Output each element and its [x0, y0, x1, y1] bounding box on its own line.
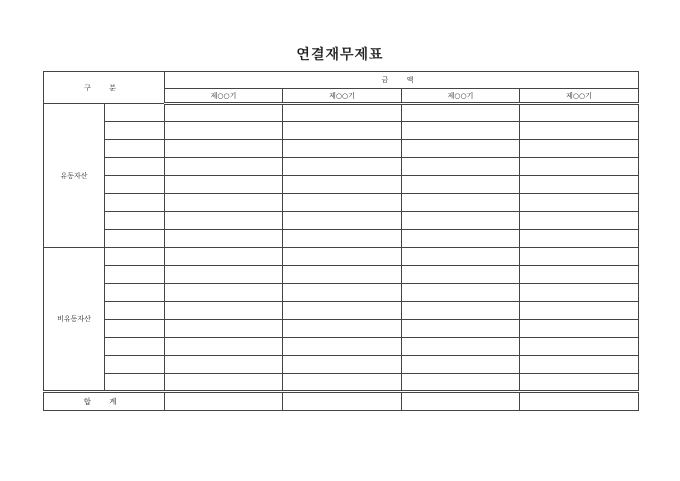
amount-cell[interactable]: [520, 338, 639, 356]
amount-cell[interactable]: [283, 230, 402, 248]
item-cell[interactable]: [105, 212, 165, 230]
item-cell[interactable]: [105, 320, 165, 338]
amount-cell[interactable]: [165, 194, 283, 212]
amount-cell[interactable]: [283, 140, 402, 158]
amount-cell[interactable]: [283, 248, 402, 266]
amount-cell[interactable]: [283, 122, 402, 140]
item-cell[interactable]: [105, 302, 165, 320]
amount-cell[interactable]: [520, 140, 639, 158]
amount-header: 금 액: [165, 72, 639, 89]
total-amount-cell[interactable]: [165, 392, 283, 411]
amount-cell[interactable]: [165, 230, 283, 248]
table-row: [44, 266, 639, 284]
amount-cell[interactable]: [520, 302, 639, 320]
amount-cell[interactable]: [520, 266, 639, 284]
item-cell[interactable]: [105, 284, 165, 302]
table-row: [44, 248, 639, 266]
amount-cell[interactable]: [520, 212, 639, 230]
amount-cell[interactable]: [402, 320, 520, 338]
period-header: 제○○기: [520, 89, 639, 104]
amount-cell[interactable]: [520, 194, 639, 212]
amount-cell[interactable]: [402, 176, 520, 194]
financial-statement-table: [43, 71, 639, 411]
amount-cell[interactable]: [520, 284, 639, 302]
amount-cell[interactable]: [520, 158, 639, 176]
amount-cell[interactable]: [165, 104, 283, 122]
period-header: 제○○기: [283, 89, 402, 104]
total-amount-cell[interactable]: [520, 392, 639, 411]
amount-cell[interactable]: [283, 320, 402, 338]
table-row: [44, 230, 639, 248]
item-cell[interactable]: [105, 158, 165, 176]
period-header: 제○○기: [402, 89, 520, 104]
table-row: [44, 122, 639, 140]
amount-cell[interactable]: [165, 302, 283, 320]
amount-cell[interactable]: [520, 230, 639, 248]
table-row: [44, 104, 639, 122]
item-cell[interactable]: [105, 356, 165, 374]
amount-cell[interactable]: [402, 158, 520, 176]
amount-cell[interactable]: [402, 248, 520, 266]
amount-cell[interactable]: [283, 194, 402, 212]
item-cell[interactable]: [105, 374, 165, 392]
table-row: [44, 212, 639, 230]
total-amount-cell[interactable]: [283, 392, 402, 411]
total-amount-cell[interactable]: [402, 392, 520, 411]
amount-cell[interactable]: [402, 212, 520, 230]
amount-cell[interactable]: [402, 356, 520, 374]
section-label: 비유동자산: [44, 248, 105, 392]
table-row: [44, 320, 639, 338]
amount-cell[interactable]: [283, 212, 402, 230]
amount-cell[interactable]: [402, 338, 520, 356]
amount-cell[interactable]: [402, 194, 520, 212]
period-header: 제○○기: [165, 89, 283, 104]
table-row: [44, 284, 639, 302]
item-cell[interactable]: [105, 194, 165, 212]
amount-cell[interactable]: [283, 374, 402, 392]
amount-cell[interactable]: [165, 248, 283, 266]
amount-cell[interactable]: [165, 158, 283, 176]
amount-cell[interactable]: [402, 140, 520, 158]
amount-cell[interactable]: [402, 230, 520, 248]
category-header: 구 분: [44, 72, 165, 104]
amount-cell[interactable]: [283, 266, 402, 284]
amount-cell[interactable]: [283, 284, 402, 302]
amount-cell[interactable]: [402, 302, 520, 320]
amount-cell[interactable]: [283, 176, 402, 194]
amount-cell[interactable]: [165, 176, 283, 194]
amount-cell[interactable]: [520, 248, 639, 266]
amount-cell[interactable]: [402, 374, 520, 392]
section-label: 유동자산: [44, 104, 105, 248]
item-cell[interactable]: [105, 104, 165, 122]
item-cell[interactable]: [105, 338, 165, 356]
amount-cell[interactable]: [283, 302, 402, 320]
item-cell[interactable]: [105, 248, 165, 266]
table-row: [44, 158, 639, 176]
item-cell[interactable]: [105, 230, 165, 248]
amount-cell[interactable]: [402, 122, 520, 140]
amount-cell[interactable]: [402, 284, 520, 302]
item-cell[interactable]: [105, 176, 165, 194]
amount-cell[interactable]: [165, 374, 283, 392]
amount-cell[interactable]: [165, 338, 283, 356]
table-row: [44, 176, 639, 194]
table-row: [44, 356, 639, 374]
total-row: [44, 392, 639, 411]
item-cell[interactable]: [105, 140, 165, 158]
amount-cell[interactable]: [520, 122, 639, 140]
amount-cell[interactable]: [402, 104, 520, 122]
amount-cell[interactable]: [165, 212, 283, 230]
amount-cell[interactable]: [520, 374, 639, 392]
item-cell[interactable]: [105, 122, 165, 140]
table-row: [44, 140, 639, 158]
amount-cell[interactable]: [165, 320, 283, 338]
amount-cell[interactable]: [165, 356, 283, 374]
table-row: [44, 374, 639, 392]
amount-cell[interactable]: [165, 284, 283, 302]
table-row: [44, 194, 639, 212]
document-title: 연결재무제표: [296, 47, 384, 63]
amount-cell[interactable]: [283, 104, 402, 122]
amount-cell[interactable]: [165, 122, 283, 140]
amount-cell[interactable]: [520, 356, 639, 374]
amount-cell[interactable]: [283, 356, 402, 374]
amount-cell[interactable]: [283, 338, 402, 356]
table-row: [44, 302, 639, 320]
amount-cell[interactable]: [520, 320, 639, 338]
table-row: [44, 338, 639, 356]
total-label: 합 계: [44, 392, 165, 411]
header-row: [44, 72, 639, 89]
amount-cell[interactable]: [165, 266, 283, 284]
amount-cell[interactable]: [402, 266, 520, 284]
amount-cell[interactable]: [520, 104, 639, 122]
amount-cell[interactable]: [283, 158, 402, 176]
amount-cell[interactable]: [165, 140, 283, 158]
item-cell[interactable]: [105, 266, 165, 284]
amount-cell[interactable]: [520, 176, 639, 194]
